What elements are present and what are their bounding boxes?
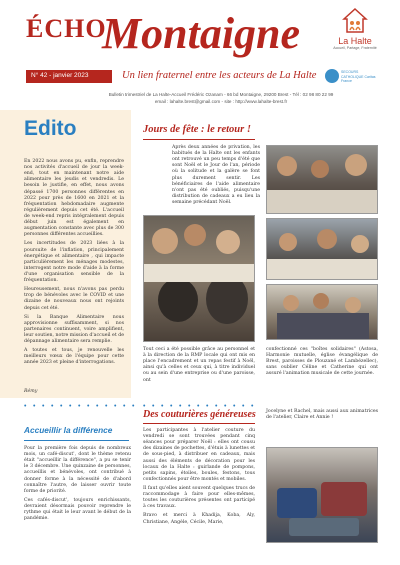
photo-guests-table <box>266 145 378 214</box>
la-halte-emblem-icon <box>340 6 370 36</box>
section-title-accueil: Accueillir la différence <box>24 425 113 435</box>
section-divider <box>24 440 129 441</box>
couturieres-paragraph: Les participantes à l'atelier couture du vendredi se sont trouvées pendant cinq séances pour préparer Noël : elles ont cousu des dizaines de pochettes, d'étuis à lunettes et de sous-pied, à distribuer en cadeaux, mais aussi des éléments de décoration pour les locaux de la Halte : guirlande de pompons, petits sapins, étoiles, boules, festons, tous confectionnés pour être montés et mobiles. <box>143 428 255 482</box>
edito-signature: Rémy <box>24 389 38 394</box>
edito-paragraph: En 2022 nous avons pu, enfin, reprendre nos activités d'accueil de jour la week-end, tout en maintenant notre aide alimentaire les jeudis et vendredis. Le besoin le justifie, en effet, nous avons dépassé 1700 personnes différentes en 2022 pour près de 1600 en 2021 et la fréquentation hebdomadaire augmente régulièrement depuis cet été. L'accueil de week-end repris intégralement depuis début juin est également en augmentation constante avec plus de 300 personnes différentes accueillies. <box>24 159 124 238</box>
photo-volunteers <box>266 284 378 340</box>
la-halte-subtitle: Accueil, Partage, Fraternité <box>333 46 377 50</box>
la-halte-name: La Halte <box>338 36 372 46</box>
section-divider <box>143 139 255 140</box>
edito-paragraph: Les incertitudes de 2023 liées à la poursuite de l'inflation, principalement énergétique et alimentaire , qui impacte particulièrement les ménages modestes, interrogent notre mode d'aide à la forme d'une organisation sensible de la fréquentation. <box>24 241 124 284</box>
issue-number: N° 42 - janvier 2023 <box>26 70 112 83</box>
secours-catholique-logo <box>325 68 375 84</box>
photo-sewing-items <box>266 447 378 543</box>
section-body-couturieres-end: Jocelyne et Rachel, mais aussi aux animatrices de l'atelier, Claire et Annie ! <box>266 409 378 421</box>
edito-paragraph: Heureusement, nous n'avons pas perdu trop de bénévoles avec le COVID et une dizaine de nouveaux nous ont rejoints depuis cet été. <box>24 287 124 311</box>
secours-catholique-label: SECOURS CATHOLIQUE Caritas France <box>341 70 376 84</box>
section-divider <box>143 423 255 424</box>
couturieres-paragraph: Bravo et merci à Khadija, Koba, Aly, Christiane, Angèle, Cécile, Marie, <box>143 513 255 525</box>
photo-festive-meal <box>143 215 255 342</box>
la-halte-logo <box>330 6 380 60</box>
masthead-echo: ÉCHO <box>26 14 107 43</box>
couturieres-paragraph: Il faut qu'elles aient souvent quelques trucs de raccommodage à faire pour elles-mêmes, toutes les couturières présentes ont participé à ces travaux. <box>143 485 255 510</box>
section-body-fetes-continued: Tout ceci a été possible grâce au personnel et à la direction de la RMP locale qui ont mis en place l'encadrement et un repas festif à Noël, ainsi qu'à celles et ceux qui, à titre individuel ou au sein d'une entreprise ou d'une paroisse, ont <box>143 347 255 383</box>
dotted-separator: • • • • • • • • • • • • • <box>143 403 256 410</box>
photo-dining-room <box>266 218 378 280</box>
accueil-paragraph: Ces cafés-discut', toujours enrichissants, devraient désormais pouvoir reprendre le rythme qui était le leur avant le début de la pandémie. <box>24 497 131 522</box>
masthead <box>0 0 400 64</box>
contact-line: email : lahalte.brest@gmail.com - site : http://www.lahalte-brest.fr <box>154 99 288 104</box>
section-title-couturieres: Des couturières généreuses <box>143 409 256 420</box>
edito-title: Edito <box>24 117 77 140</box>
edito-body <box>24 159 124 370</box>
section-body-fetes: Après deux années de privation, les habitués de la Halte ont les enfants ont retrouvé un peu temps d'été que sont Noël et le Jour de l'an, période où la solitude et la galère se font plus durement sentir. Les bénéficiaires de l'aide alimentaire n'ont pas été oubliés, puisqu'une distribution de cadeaux a eu lieu la semaine précédant Noël. <box>172 145 260 205</box>
masthead-title: Montaigne <box>102 9 301 58</box>
tagline: Un lien fraternel entre les acteurs de La Halte <box>122 70 317 81</box>
edito-paragraph: Si la Banque Alimentaire nous approvisionne suffisamment, si nos partenaires continuent, voire amplifient, leur soutien, notre mission d'accueil et de dépannage alimentaire sera remplie. <box>24 314 124 345</box>
section-body-couturieres <box>143 428 255 529</box>
dotted-separator: • • • • • • • • • • • • • <box>24 403 137 410</box>
accueil-paragraph: Pour la première fois depuis de nombreux mois, un café-discut', dont le thème retenu était "accueillir la différence", a pu se tenir le 3 décembre. Une quinzaine de personnes, accueillis et bénévoles, ont contribué à donner forme à la nécessité de d'abord connaître l'autre, de laisser ouvrir toute forme de priorité. <box>24 446 131 494</box>
section-body-fetes-end: confectionné ces "boîtes solidaires" (Astosa, Harmonie mutuelle, église évangélique de Brest, paroisses de Plouzané et Lambézellec), sans oublier Céline et Catherine qui ont assuré l'animation musicale de cette journée. <box>266 347 378 377</box>
secours-catholique-icon <box>325 69 339 83</box>
section-title-fetes: Jours de fête : le retour ! <box>143 124 251 135</box>
address-line: Bulletin trimestriel de La Halte-Accueil Frédéric Ozanam - 66 bd Montaigne, 29200 Brest - Tél : 02 98 80 22 99 <box>108 92 334 97</box>
edito-paragraph: A toutes et tous, je renouvelle les meilleurs vœux de l'équipe pour cette année 2023 et pleine d'interrogations. <box>24 348 124 366</box>
section-body-accueil <box>24 446 131 525</box>
